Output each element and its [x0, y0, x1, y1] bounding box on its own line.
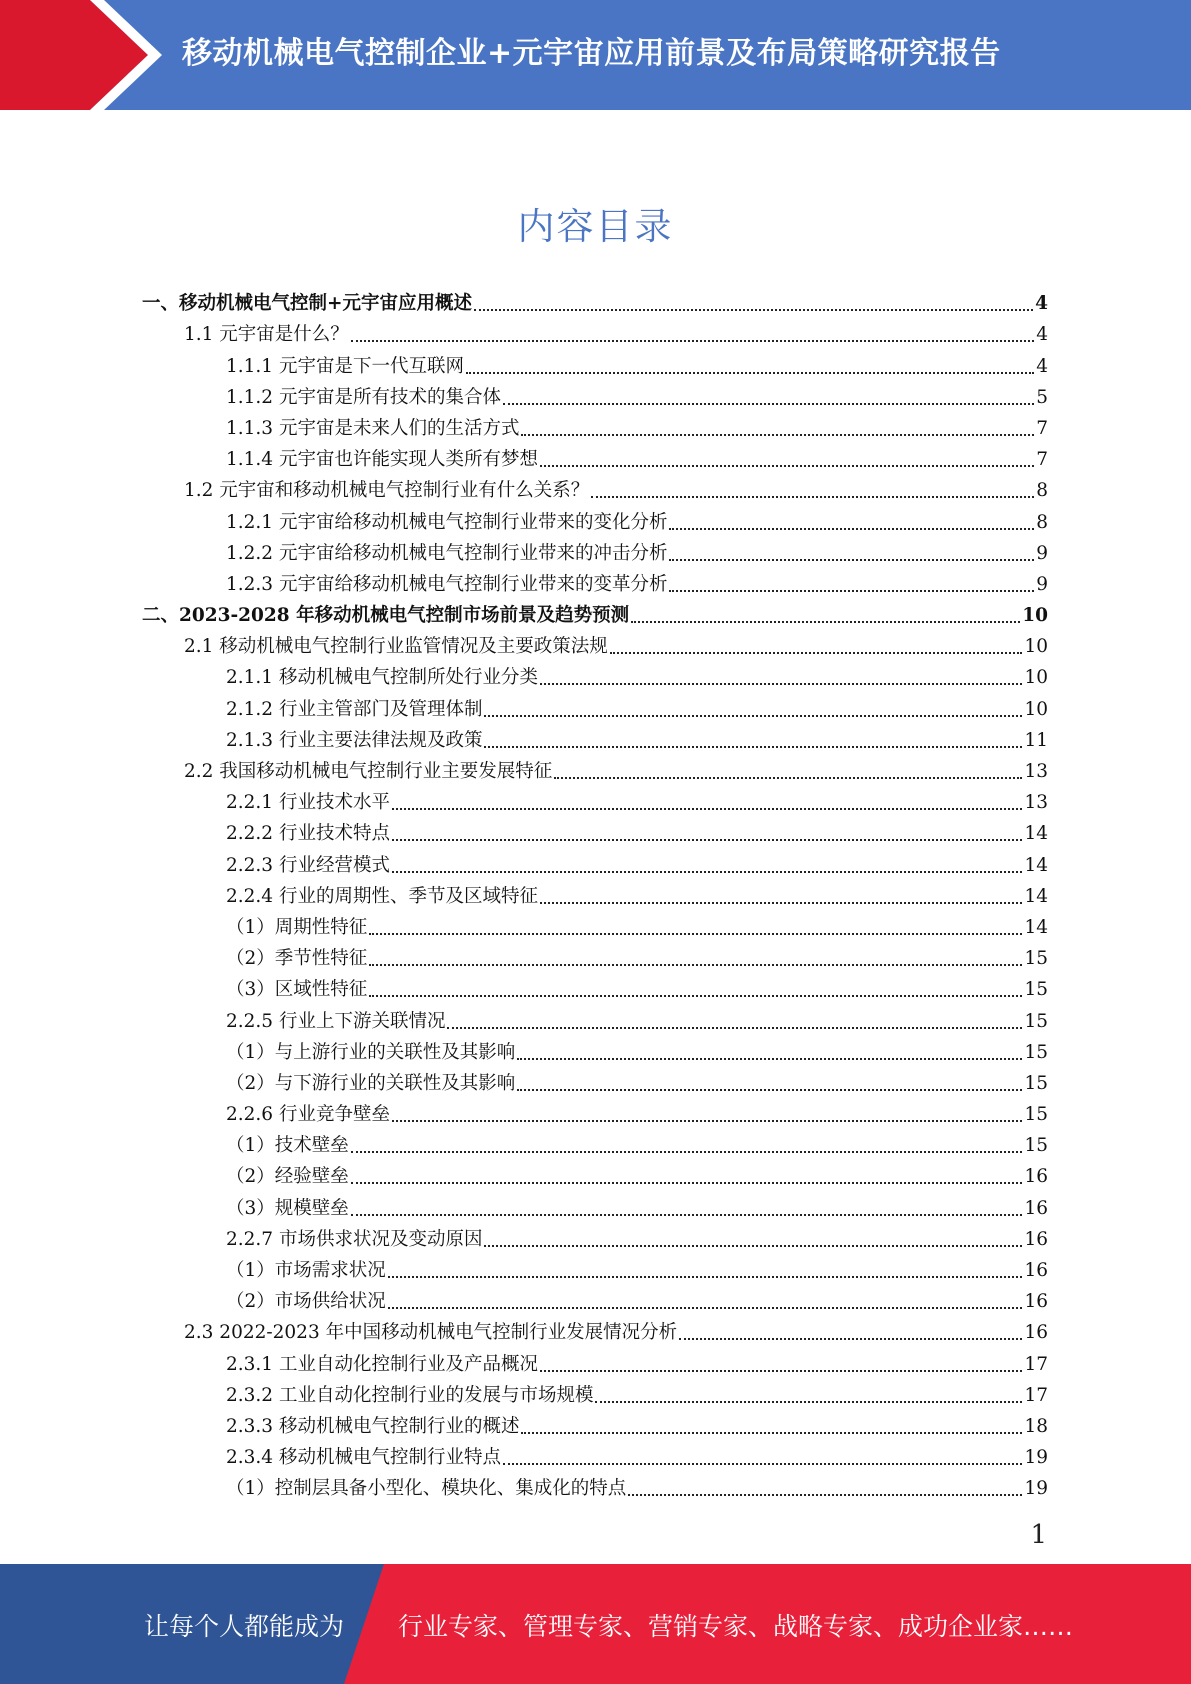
toc-dot-leader [631, 620, 1020, 623]
toc-dot-leader [447, 1026, 1022, 1029]
toc-dot-leader [392, 870, 1022, 873]
toc-dot-leader [517, 1088, 1022, 1091]
toc-entry[interactable] [142, 1313, 1048, 1344]
toc-dot-leader [388, 1306, 1023, 1309]
toc-entry-title: 1.2.2 元宇宙给移动机械电气控制行业带来的冲击分析 [226, 542, 668, 564]
toc-entry-title: 1.1.1 元宇宙是下一代互联网 [226, 355, 464, 377]
toc-entry-title: 2.2.6 行业竞争壁垒 [226, 1104, 390, 1126]
toc-dot-leader [503, 1462, 1022, 1465]
toc-dot-leader [591, 495, 1034, 498]
toc-dot-leader [540, 1369, 1022, 1372]
toc-entry[interactable] [142, 534, 1048, 565]
toc-entry-page: 7 [1036, 449, 1048, 471]
table-of-contents [142, 284, 1048, 1500]
toc-dot-leader [351, 339, 1034, 342]
toc-entry[interactable] [142, 1438, 1048, 1469]
toc-entry[interactable] [142, 502, 1048, 533]
toc-entry-title: （1）技术壁垒 [226, 1135, 349, 1157]
toc-entry-title: （1）控制层具备小型化、模块化、集成化的特点 [226, 1478, 627, 1500]
toc-entry-title: 一、移动机械电气控制+元宇宙应用概述 [142, 293, 473, 315]
toc-entry[interactable] [142, 596, 1048, 627]
toc-entry-page: 8 [1036, 511, 1048, 533]
toc-entry-title: 1.2.3 元宇宙给移动机械电气控制行业带来的变革分析 [226, 573, 668, 595]
toc-dot-leader [369, 994, 1022, 997]
toc-dot-leader [521, 433, 1034, 436]
toc-entry-page: 18 [1024, 1415, 1048, 1437]
toc-dot-leader [484, 714, 1022, 717]
toc-entry-title: （3）区域性特征 [226, 979, 368, 1001]
toc-entry-page: 16 [1024, 1322, 1048, 1344]
toc-entry[interactable] [142, 814, 1048, 845]
toc-entry-page: 4 [1036, 355, 1048, 377]
toc-dot-leader [610, 651, 1023, 654]
toc-dot-leader [554, 776, 1022, 779]
toc-entry-page: 17 [1024, 1384, 1048, 1406]
toc-entry-title: （1）与上游行业的关联性及其影响 [226, 1041, 516, 1063]
toc-entry-page: 19 [1024, 1447, 1048, 1469]
toc-entry[interactable] [142, 1282, 1048, 1313]
toc-entry-page: 14 [1024, 885, 1048, 907]
toc-entry[interactable] [142, 1376, 1048, 1407]
toc-dot-leader [540, 464, 1034, 467]
toc-entry-page: 19 [1024, 1478, 1048, 1500]
toc-entry-title: （3）规模壁垒 [226, 1197, 349, 1219]
toc-dot-leader [351, 1181, 1023, 1184]
footer-slogan-right: 行业专家、管理专家、营销专家、战略专家、成功企业家…… [398, 1612, 1074, 1641]
toc-dot-leader [474, 308, 1033, 311]
toc-entry-page: 17 [1024, 1353, 1048, 1375]
toc-heading: 内容目录 [517, 205, 674, 248]
toc-entry-title: （2）季节性特征 [226, 948, 368, 970]
toc-entry-title: 1.2.1 元宇宙给移动机械电气控制行业带来的变化分析 [226, 511, 668, 533]
toc-entry[interactable] [142, 908, 1048, 939]
toc-entry-page: 15 [1024, 1135, 1048, 1157]
toc-entry-page: 5 [1036, 386, 1048, 408]
toc-entry[interactable] [142, 471, 1048, 502]
toc-entry[interactable] [142, 658, 1048, 689]
toc-entry-title: 2.3.4 移动机械电气控制行业特点 [226, 1447, 501, 1469]
toc-entry-title: 2.1 移动机械电气控制行业监管情况及主要政策法规 [184, 636, 608, 658]
toc-dot-leader [540, 682, 1022, 685]
report-footer-band [0, 1564, 1191, 1684]
toc-entry-title: 2.3.3 移动机械电气控制行业的概述 [226, 1415, 520, 1437]
toc-dot-leader [540, 901, 1022, 904]
toc-entry[interactable] [142, 284, 1048, 315]
toc-entry[interactable] [142, 378, 1048, 409]
toc-entry-page: 15 [1024, 979, 1048, 1001]
toc-entry-title: （2）与下游行业的关联性及其影响 [226, 1072, 516, 1094]
toc-entry-page: 7 [1036, 417, 1048, 439]
toc-entry-title: 1.1.2 元宇宙是所有技术的集合体 [226, 386, 501, 408]
toc-entry[interactable] [142, 409, 1048, 440]
toc-entry-title: 1.1.4 元宇宙也许能实现人类所有梦想 [226, 449, 538, 471]
toc-dot-leader [351, 1150, 1023, 1153]
toc-entry-page: 10 [1024, 667, 1048, 689]
toc-entry-page: 16 [1024, 1197, 1048, 1219]
toc-entry-page: 8 [1036, 480, 1048, 502]
toc-dot-leader [628, 1493, 1022, 1496]
toc-dot-leader [351, 1213, 1023, 1216]
toc-entry-title: 2.3.1 工业自动化控制行业及产品概况 [226, 1353, 538, 1375]
toc-entry-page: 4 [1036, 324, 1048, 346]
toc-entry[interactable] [142, 783, 1048, 814]
toc-entry-title: 2.1.2 行业主管部门及管理体制 [226, 698, 483, 720]
toc-entry[interactable] [142, 845, 1048, 876]
toc-entry-title: 2.1.1 移动机械电气控制所处行业分类 [226, 667, 538, 689]
toc-entry-title: 2.2 我国移动机械电气控制行业主要发展特征 [184, 761, 553, 782]
toc-entry-title: 1.1 元宇宙是什么？ [184, 324, 349, 346]
toc-entry-page: 15 [1024, 1010, 1048, 1032]
toc-entry-title: 2.2.5 行业上下游关联情况 [226, 1010, 446, 1032]
toc-entry-page: 9 [1036, 542, 1048, 564]
report-header-band [0, 0, 1191, 110]
toc-entry-title: 二、2023-2028 年移动机械电气控制市场前景及趋势预测 [142, 605, 630, 627]
toc-dot-leader [517, 1057, 1022, 1060]
toc-entry-page: 10 [1022, 605, 1048, 627]
toc-entry[interactable] [142, 1033, 1048, 1064]
toc-entry-page: 15 [1024, 1041, 1048, 1063]
toc-dot-leader [369, 932, 1022, 935]
toc-entry[interactable] [142, 877, 1048, 908]
toc-dot-leader [669, 527, 1034, 530]
toc-entry[interactable] [142, 689, 1048, 720]
toc-entry[interactable] [142, 1344, 1048, 1375]
toc-dot-leader [392, 1119, 1022, 1122]
toc-entry-title: （1）周期性特征 [226, 916, 368, 938]
toc-entry-page: 16 [1024, 1228, 1048, 1250]
toc-entry[interactable] [142, 939, 1048, 970]
toc-entry-page: 16 [1024, 1291, 1048, 1313]
toc-entry-title: 1.2 元宇宙和移动机械电气控制行业有什么关系？ [184, 480, 590, 502]
toc-entry[interactable] [142, 721, 1048, 752]
toc-entry-page: 13 [1024, 792, 1048, 814]
toc-entry[interactable] [142, 1407, 1048, 1438]
toc-entry[interactable] [142, 1251, 1048, 1282]
toc-entry[interactable] [142, 315, 1048, 346]
toc-entry-page: 15 [1024, 1072, 1048, 1094]
toc-entry[interactable] [142, 1064, 1048, 1095]
page-number: 1 [1030, 1520, 1047, 1550]
toc-dot-leader [669, 558, 1034, 561]
toc-entry-page: 10 [1024, 636, 1048, 658]
toc-entry-page: 13 [1024, 761, 1048, 782]
toc-entry[interactable] [142, 627, 1048, 658]
toc-dot-leader [595, 1400, 1022, 1403]
toc-entry-title: （2）经验壁垒 [226, 1166, 349, 1188]
toc-dot-leader [503, 402, 1034, 405]
toc-entry-page: 15 [1024, 1104, 1048, 1126]
toc-entry[interactable] [142, 1001, 1048, 1032]
toc-entry[interactable] [142, 440, 1048, 471]
toc-entry-title: （2）市场供给状况 [226, 1291, 386, 1313]
toc-entry-title: 2.3.2 工业自动化控制行业的发展与市场规模 [226, 1384, 594, 1406]
toc-entry[interactable] [142, 1126, 1048, 1157]
toc-entry-page: 14 [1024, 916, 1048, 938]
toc-entry-page: 15 [1024, 948, 1048, 970]
toc-dot-leader [484, 745, 1022, 748]
toc-entry-page: 14 [1024, 823, 1048, 845]
toc-entry[interactable] [142, 1188, 1048, 1219]
toc-entry[interactable] [142, 1095, 1048, 1126]
toc-dot-leader [466, 371, 1034, 374]
toc-entry[interactable] [142, 752, 1048, 783]
toc-entry-title: 2.2.2 行业技术特点 [226, 823, 390, 845]
toc-entry-title: 2.2.1 行业技术水平 [226, 792, 390, 814]
toc-entry-page: 10 [1024, 698, 1048, 720]
toc-dot-leader [484, 1244, 1022, 1247]
toc-dot-leader [369, 963, 1022, 966]
toc-entry[interactable] [142, 1157, 1048, 1188]
toc-dot-leader [521, 1431, 1022, 1434]
report-title: 移动机械电气控制企业+元宇宙应用前景及布局策略研究报告 [182, 36, 1001, 71]
toc-entry-page: 9 [1036, 573, 1048, 595]
toc-entry-title: （1）市场需求状况 [226, 1260, 386, 1281]
toc-dot-leader [392, 838, 1022, 841]
toc-dot-leader [392, 807, 1022, 810]
toc-entry[interactable] [142, 565, 1048, 596]
toc-entry-title: 1.1.3 元宇宙是未来人们的生活方式 [226, 417, 520, 439]
toc-entry[interactable] [142, 346, 1048, 377]
toc-entry-title: 2.3 2022-2023 年中国移动机械电气控制行业发展情况分析 [184, 1322, 678, 1344]
toc-entry-title: 2.2.7 市场供求状况及变动原因 [226, 1228, 483, 1250]
toc-entry-page: 16 [1024, 1260, 1048, 1281]
toc-dot-leader [388, 1275, 1023, 1278]
toc-entry-page: 4 [1035, 293, 1048, 315]
toc-entry-page: 14 [1024, 854, 1048, 876]
toc-dot-leader [679, 1337, 1022, 1340]
toc-entry-page: 16 [1024, 1166, 1048, 1188]
toc-entry-page: 11 [1024, 729, 1048, 751]
toc-entry[interactable] [142, 1469, 1048, 1500]
toc-entry[interactable] [142, 970, 1048, 1001]
toc-entry[interactable] [142, 1220, 1048, 1251]
toc-entry-title: 2.2.3 行业经营模式 [226, 854, 390, 876]
footer-slogan-left: 让每个人都能成为 [144, 1612, 345, 1641]
toc-entry-title: 2.2.4 行业的周期性、季节及区域特征 [226, 885, 538, 907]
toc-dot-leader [669, 589, 1034, 592]
toc-entry-title: 2.1.3 行业主要法律法规及政策 [226, 729, 483, 751]
